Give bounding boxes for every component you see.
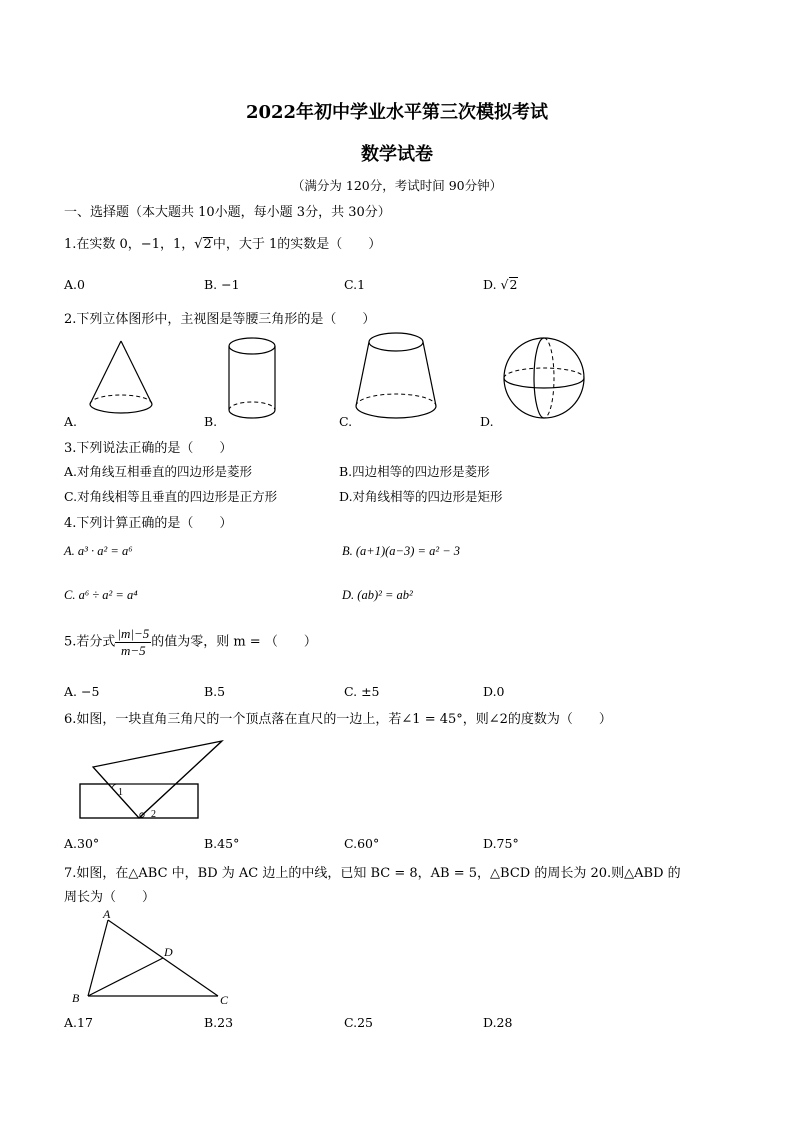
q2-label-a: A. bbox=[64, 414, 78, 429]
sqrt-symbol: √ bbox=[500, 277, 509, 292]
q1-option-a: A.0 bbox=[64, 277, 85, 292]
q7-option-d: D.28 bbox=[483, 1015, 513, 1030]
q7-option-b: B.23 bbox=[204, 1015, 234, 1030]
exam-title: 2022年初中学业水平第三次模拟考试 bbox=[245, 102, 549, 123]
q4-option-b: B. (a+1)(a−3) = a² − 3 bbox=[342, 544, 461, 558]
q1-option-d bbox=[483, 277, 518, 292]
q1-stem-post: 中，大于 1的实数是（ ） bbox=[212, 237, 382, 252]
q5-fraction-numerator: |m|−5 bbox=[117, 626, 150, 641]
q1-option-b: B. −1 bbox=[204, 277, 240, 292]
vertex-b-label: B bbox=[72, 991, 80, 1005]
q4-option-a: A. a³ · a² = a⁶ bbox=[64, 544, 133, 558]
q5-option-a: A. −5 bbox=[64, 684, 100, 699]
sphere-figure bbox=[498, 332, 590, 424]
q6-option-c: C.60° bbox=[344, 836, 380, 851]
q1-option-d-radicand: 2 bbox=[509, 277, 518, 292]
q5-stem-pre: 5.若分式 bbox=[64, 634, 116, 650]
q3-option-b: B.四边相等的四边形是菱形 bbox=[339, 464, 490, 479]
q1-stem-pre: 1.在实数 0，−1，1， bbox=[64, 237, 195, 252]
exam-note: （满分为 120分，考试时间 90分钟） bbox=[291, 178, 503, 193]
question-5-stem bbox=[64, 626, 317, 659]
q6-option-b: B.45° bbox=[204, 836, 240, 851]
q4-option-c: C. a⁶ ÷ a² = a⁴ bbox=[64, 588, 138, 602]
vertex-d-label: D bbox=[164, 945, 173, 959]
angle-1-label: 1 bbox=[118, 787, 123, 798]
q7-option-c: C.25 bbox=[344, 1015, 373, 1030]
q5-stem-post: 的值为零，则 m = （ ） bbox=[151, 634, 317, 650]
question-2-stem: 2.下列立体图形中，主视图是等腰三角形的是（ ） bbox=[64, 312, 376, 327]
question-7-stem-line-2: 周长为（ ） bbox=[64, 890, 156, 905]
q2-label-c: C. bbox=[339, 414, 353, 429]
question-1-stem bbox=[64, 233, 381, 252]
frustum-figure bbox=[352, 330, 442, 426]
q4-option-d: D. (ab)² = ab² bbox=[342, 588, 413, 602]
q1-option-c: C.1 bbox=[344, 277, 366, 292]
triangle-abc-figure bbox=[66, 906, 238, 1010]
paper-subtitle: 数学试卷 bbox=[361, 144, 433, 165]
cylinder-figure bbox=[224, 334, 284, 424]
question-4-stem: 4.下列计算正确的是（ ） bbox=[64, 516, 233, 531]
q5-option-c: C. ±5 bbox=[344, 684, 380, 699]
section-heading: 一、选择题（本大题共 10小题，每小题 3分，共 30分） bbox=[64, 205, 391, 220]
q3-option-c: C.对角线相等且垂直的四边形是正方形 bbox=[64, 489, 278, 504]
q1-sqrt-radicand: 2 bbox=[203, 237, 212, 252]
question-3-stem: 3.下列说法正确的是（ ） bbox=[64, 441, 233, 456]
vertex-a-label: A bbox=[103, 907, 111, 921]
q3-option-d: D.对角线相等的四边形是矩形 bbox=[339, 489, 503, 504]
q3-option-a: A.对角线互相垂直的四边形是菱形 bbox=[64, 464, 253, 479]
vertex-c-label: C bbox=[220, 993, 229, 1007]
cone-figure bbox=[84, 338, 158, 424]
question-6-stem: 6.如图，一块直角三角尺的一个顶点落在直尺的一边上，若∠1 = 45°，则∠2的度数为（ ） bbox=[64, 712, 612, 727]
angle-2-label: 2 bbox=[151, 809, 156, 820]
q5-option-b: B.5 bbox=[204, 684, 226, 699]
question-7-stem-line-1: 7.如图，在△ABC 中，BD 为 AC 边上的中线，已知 BC = 8，AB = 5，△BCD 的周长为 20.则△ABD 的 bbox=[64, 866, 681, 881]
q1-option-d-label: D. bbox=[483, 277, 501, 292]
q5-option-d: D.0 bbox=[483, 684, 505, 699]
q6-option-a: A.30° bbox=[64, 836, 100, 851]
q2-label-d: D. bbox=[480, 414, 494, 429]
sqrt-symbol: √ bbox=[194, 237, 203, 252]
q5-fraction-denominator: m−5 bbox=[120, 643, 146, 658]
q7-option-a: A.17 bbox=[64, 1015, 93, 1030]
q5-fraction bbox=[115, 626, 151, 659]
ruler-triangle-figure bbox=[76, 736, 226, 826]
q2-label-b: B. bbox=[204, 414, 218, 429]
q6-option-d: D.75° bbox=[483, 836, 519, 851]
